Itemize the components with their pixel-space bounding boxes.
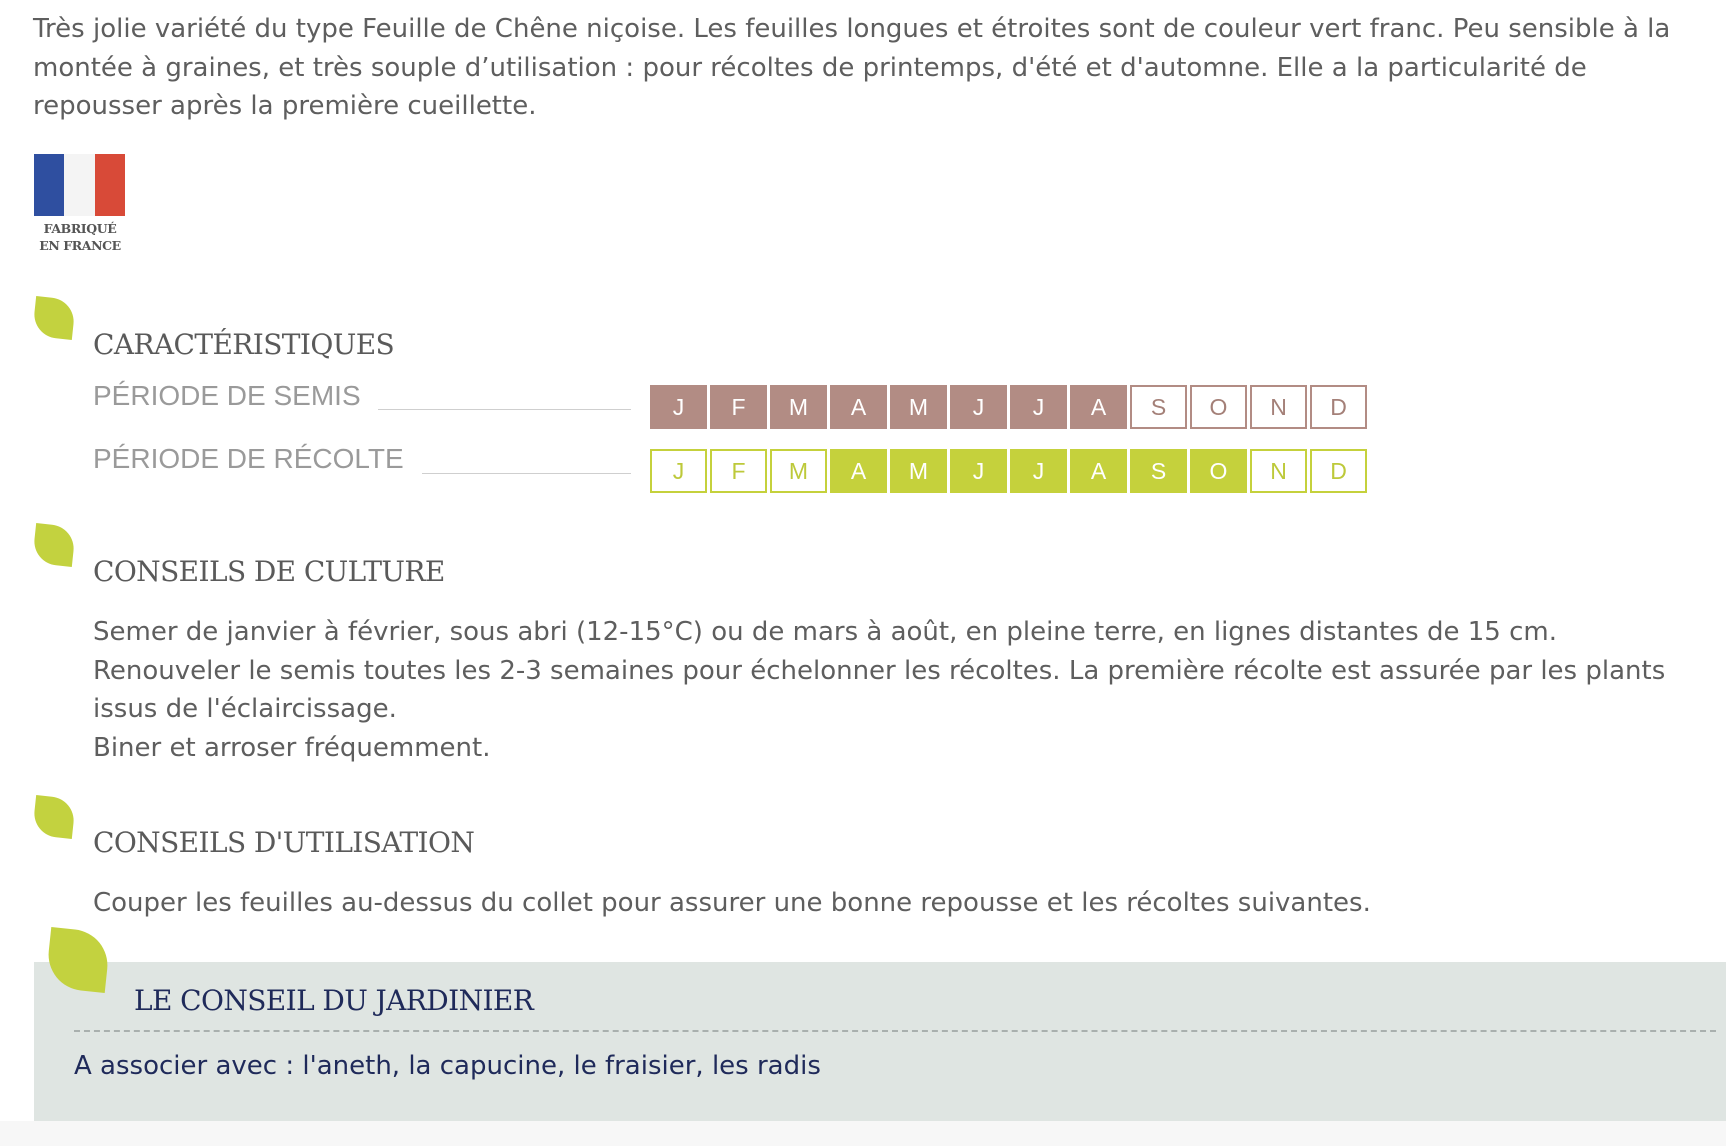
harvest-month-2-inactive: M [770,449,827,493]
harvest-month-3-active: A [830,449,887,493]
sow-month-8-inactive: S [1130,385,1187,429]
sow-month-10-inactive: N [1250,385,1307,429]
harvest-month-10-inactive: N [1250,449,1307,493]
culture-advice-text [93,613,1693,767]
harvest-month-1-inactive: F [710,449,767,493]
usage-advice-title: CONSEILS D'UTILISATION [93,826,475,859]
culture-advice-line: Semer de janvier à février, sous abri (12-15°C) ou de mars à août, en pleine terre, en lignes distantes de 15 cm. [93,617,1557,647]
sowing-period-label: PÉRIODE DE SEMIS [93,380,361,411]
gardener-tip-box [34,962,1726,1121]
harvest-calendar [650,449,1367,493]
sow-month-11-inactive: D [1310,385,1367,429]
french-flag-icon [34,154,125,216]
usage-advice-text: Couper les feuilles au-dessus du collet pour assurer une bonne repousse et les récoltes suivantes. [93,888,1371,918]
sow-month-5-active: J [950,385,1007,429]
gardener-tip-title: LE CONSEIL DU JARDINIER [134,984,534,1017]
made-in-france-badge [34,154,126,258]
harvest-month-9-active: O [1190,449,1247,493]
sow-month-2-active: M [770,385,827,429]
gardener-tip-text: A associer avec : l'aneth, la capucine, le fraisier, les radis [74,1051,821,1081]
leaf-icon [32,795,76,839]
harvest-month-6-active: J [1010,449,1067,493]
sow-month-6-active: J [1010,385,1067,429]
harvest-month-5-active: J [950,449,1007,493]
page-bottom-band [0,1121,1726,1146]
sow-month-4-active: M [890,385,947,429]
culture-advice-line: Biner et arroser fréquemment. [93,732,491,763]
harvest-month-4-active: M [890,449,947,493]
culture-advice-title: CONSEILS DE CULTURE [93,555,445,588]
tip-divider [74,1030,1716,1032]
leaf-icon [32,523,76,567]
sow-month-3-active: A [830,385,887,429]
harvest-month-0-inactive: J [650,449,707,493]
badge-line-2: EN FRANCE [39,238,121,253]
badge-line-1: FABRIQUÉ [43,221,117,236]
harvest-period-leader-line [422,473,631,474]
sow-month-9-inactive: O [1190,385,1247,429]
leaf-icon [32,296,76,340]
culture-advice-line: Renouveler le semis toutes les 2-3 semaines pour échelonner les récoltes. La première récolte est assurée par les plants issus de l'éclaircissage. [93,655,1666,724]
harvest-month-7-active: A [1070,449,1127,493]
sow-month-1-active: F [710,385,767,429]
harvest-month-11-inactive: D [1310,449,1367,493]
harvest-period-label: PÉRIODE DE RÉCOLTE [93,443,404,474]
made-in-france-label [34,220,126,254]
characteristics-title: CARACTÉRISTIQUES [93,328,395,361]
sowing-period-leader-line [378,409,631,410]
product-description: Très jolie variété du type Feuille de Chêne niçoise. Les feuilles longues et étroites sont de couleur vert franc. Peu sensible à la montée à graines, et très souple d’utilisation : pour récoltes de printemps, d'été et d'automne. Elle a la particularité de repousser après la première cueillette. [33,14,1671,121]
sow-month-0-active: J [650,385,707,429]
sow-month-7-active: A [1070,385,1127,429]
sowing-calendar [650,385,1367,429]
harvest-month-8-active: S [1130,449,1187,493]
